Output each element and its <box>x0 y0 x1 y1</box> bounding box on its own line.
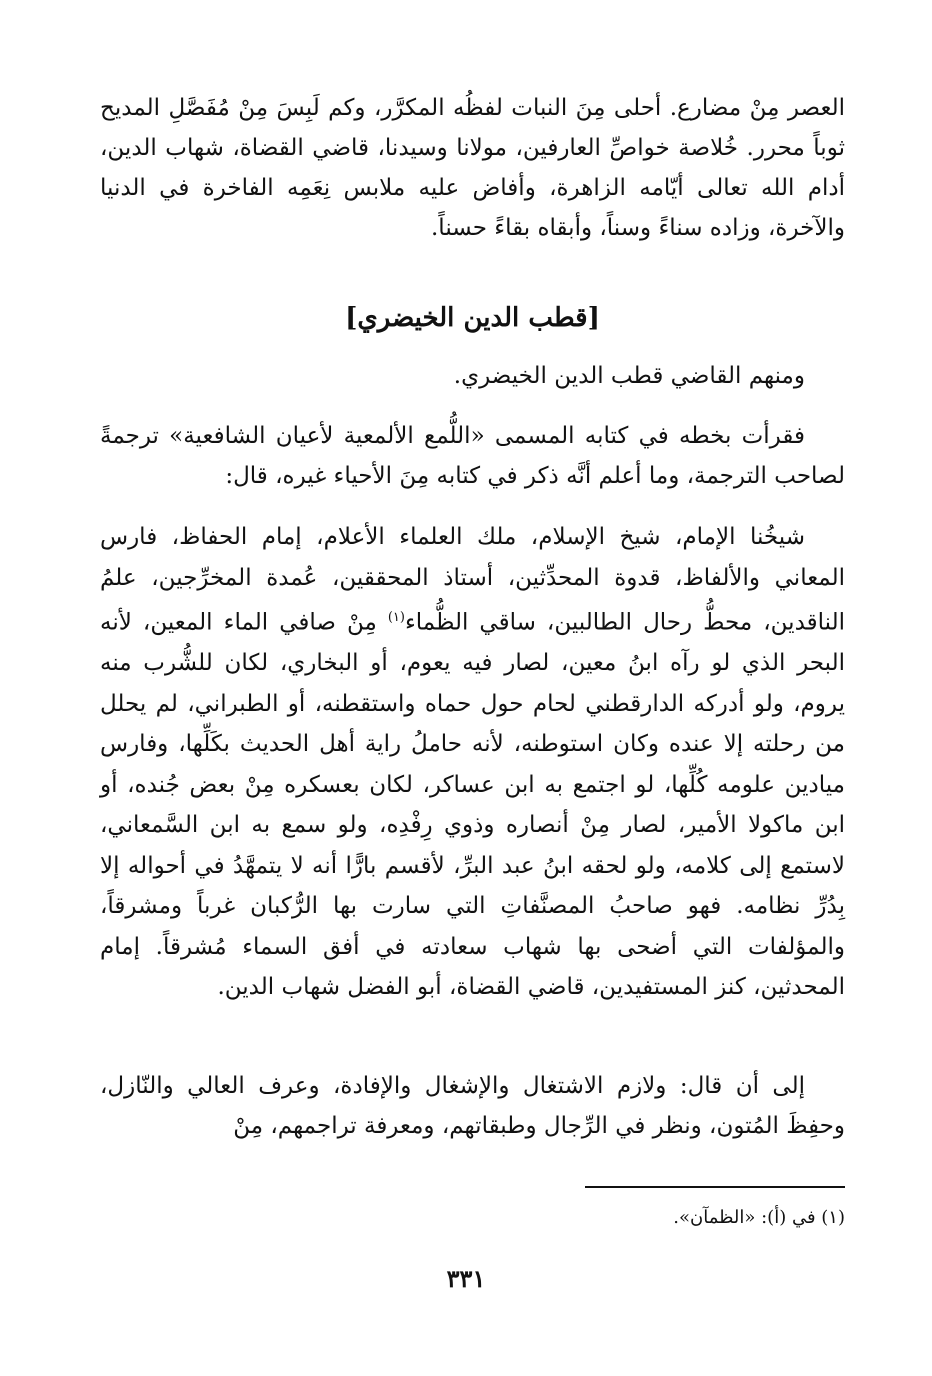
page-number: ٣٣١ <box>446 1264 486 1293</box>
quote-paragraph <box>100 517 845 1008</box>
footnote-reference[interactable]: (١) <box>387 610 405 625</box>
intro-text: العصر مِنْ مضارع. أحلى مِنَ النبات لفظُه المكرَّر، وكم لَبِسَ مِنْ مُفَصَّلِ المديح ثوباً محرر. خُلاصة خواصِّ العارفين، مولانا وسيدنا، قاضي القضاة، شهاب الدين، أدام الله تعالى أيّامه الزاهرة، وأفاض عليه ملابس نِعَمِه الفاخرة في الدنيا والآخرة، وزاده سناءً وسناً، وأبقاه بقاءً حسناً. <box>100 95 845 241</box>
quote-text-before-ref: شيخُنا الإمام، شيخ الإسلام، ملك العلماء الأعلام، إمام الحفاظ، فارس المعاني والألفاظ، قدوة المحدِّثين، أستاذ المحققين، عُمدة المخرِّجين، علمُ الناقدين، محطُّ رحال الطالبين، ساقي الظُّماء <box>100 524 845 636</box>
quote-text-after-ref: مِنْ صافي الماء المعين، لأنه البحر الذي لو رآه ابنُ معين، لصار فيه يعوم، أو البخاري، لكان للشُّرب منه يروم، ولو أدركه الدارقطني لحام حول حماه واستقطنه، أو الطبراني، لم يحلل من رحلته إلا عنده وكان استوطنه، لأنه حاملُ راية أهل الحديث بكَلِّها، وفارس ميادين علومه كُلِّها، لو اجتمع به ابن عساكر، لكان بعسكره مِنْ بعض جُنده، أو ابن ماكولا الأمير، لصار مِنْ أنصاره وذوي رِفْدِه، ولو سمع به ابن السَّمعاني، لاستمع إلى كلامه، ولو لحقه ابنُ عبد البرِّ، لأقسم بارًّا أنه لا يتمهَّدُ في أحواله إلا بِدُرِّ نظامه. فهو صاحبُ المصنَّفاتِ التي سارت بها الرُّكبان غرباً ومشرقاً، والمؤلفات التي أضحى بها شهاب سعادته في أفق السماء مُشرقاً. إمام المحدثين، كنز المستفيدين، قاضي القضاة، أبو الفضل شهاب الدين. <box>100 609 845 1001</box>
ending-text: إلى أن قال: ولازم الاشتغال والإشغال والإفادة، وعرف العالي والنّازل، وحفِظَ المُتون، ونظر في الرِّجال وطبقاتهم، ومعرفة تراجمهم، مِنْ <box>100 1073 845 1139</box>
footnote: (١) في (أ): «الظمآن». <box>673 1207 845 1228</box>
section-heading: [قطب الدين الخيضري] <box>345 303 600 333</box>
ending-paragraph <box>100 1066 845 1146</box>
quote-text <box>100 517 845 1008</box>
footnote-divider <box>585 1186 845 1188</box>
source-text: فقرأت بخطه في كتابه المسمى «اللُّمع الألمعية لأعيان الشافعية» ترجمةً لصاحب الترجمة، وما أعلم أنَّه ذكر في كتابه مِنَ الأحياء غيره، قال: <box>100 423 845 489</box>
lead-paragraph <box>100 356 845 396</box>
lead-text: ومنهم القاضي قطب الدين الخيضري. <box>453 363 805 389</box>
intro-paragraph <box>100 88 845 248</box>
source-paragraph <box>100 416 845 496</box>
